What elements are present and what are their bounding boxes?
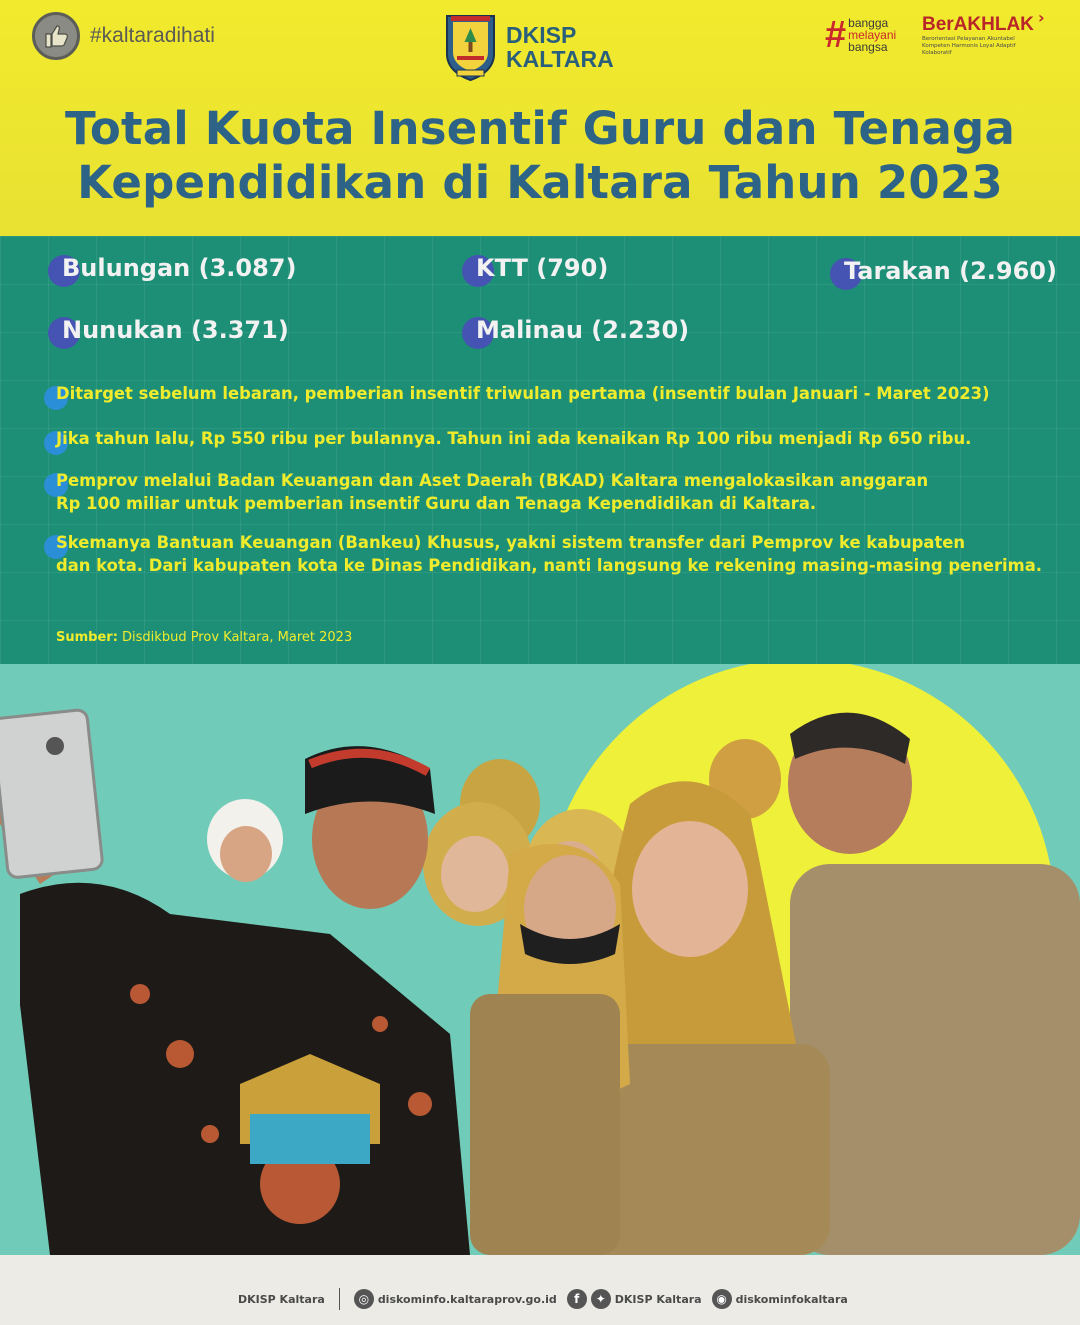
selfie-photo xyxy=(0,664,1080,1255)
hashtag: #kaltaradihati xyxy=(90,24,215,47)
kaltara-emblem-icon xyxy=(443,12,498,82)
footer xyxy=(0,1255,1080,1325)
bangga-melayani-logo: # bangga melayani bangsa xyxy=(825,14,897,56)
page-title: Total Kuota Insentif Guru dan Tenaga Kependidikan di Kaltara Tahun 2023 xyxy=(64,102,1016,209)
photo-illustration xyxy=(0,664,1080,1255)
info-bullet: Ditarget sebelum lebaran, pemberian insentif triwulan pertama (insentif bulan Januari - Maret 2023) xyxy=(44,382,990,405)
header xyxy=(0,0,1080,236)
berakhlak-logo: BerAKHLAK Berorientasi Pelayanan Akuntabel Kompeten Harmonis Loyal Adaptif Kolaboratif › xyxy=(922,8,1045,56)
quota-item-nunukan: Nunukan (3.371) xyxy=(48,316,289,344)
source-note: Sumber: Disdikbud Prov Kaltara, Maret 2023 xyxy=(56,630,353,645)
thumbs-up-icon xyxy=(32,12,80,60)
quota-item-bulungan: Bulungan (3.087) xyxy=(48,254,296,282)
logo-text: DKISP KALTARA xyxy=(506,22,614,72)
instagram-icon[interactable]: ◉ xyxy=(712,1289,732,1309)
quota-item-tarakan: Tarakan (2.960) xyxy=(830,257,1057,285)
globe-icon: ◎ xyxy=(354,1289,374,1309)
info-bullet: Jika tahun lalu, Rp 550 ribu per bulannya. Tahun ini ada kenaikan Rp 100 ribu menjadi Rp 650 ribu. xyxy=(44,427,971,450)
info-panel xyxy=(0,236,1080,664)
dkisp-logo xyxy=(443,12,614,82)
twitter-icon[interactable]: ✦ xyxy=(591,1289,611,1309)
footer-instagram-link[interactable]: diskominfokaltara xyxy=(735,1292,848,1306)
footer-org: DKISP Kaltara xyxy=(238,1292,325,1306)
footer-divider xyxy=(339,1288,340,1310)
quota-item-ktt: KTT (790) xyxy=(462,254,608,282)
footer-website-link[interactable]: diskominfo.kaltaraprov.go.id xyxy=(377,1292,557,1306)
facebook-icon[interactable]: f xyxy=(567,1289,587,1309)
footer-social-link[interactable]: DKISP Kaltara xyxy=(614,1292,702,1306)
info-bullet: Skemanya Bantuan Keuangan (Bankeu) Khusus, yakni sistem transfer dari Pemprov ke kabupaten dan kota. Dari kabupaten kota ke Dinas Pendidikan, nanti langsung ke rekening masing-masing penerima. xyxy=(44,531,1042,577)
quota-item-malinau: Malinau (2.230) xyxy=(462,316,689,344)
footer-contacts xyxy=(238,1288,848,1310)
chevron-right-icon: › xyxy=(1038,8,1045,27)
info-bullet: Pemprov melalui Badan Keuangan dan Aset Daerah (BKAD) Kaltara mengalokasikan anggaran Rp 100 miliar untuk pemberian insentif Guru dan Tenaga Kependidikan di Kaltara. xyxy=(44,469,928,515)
